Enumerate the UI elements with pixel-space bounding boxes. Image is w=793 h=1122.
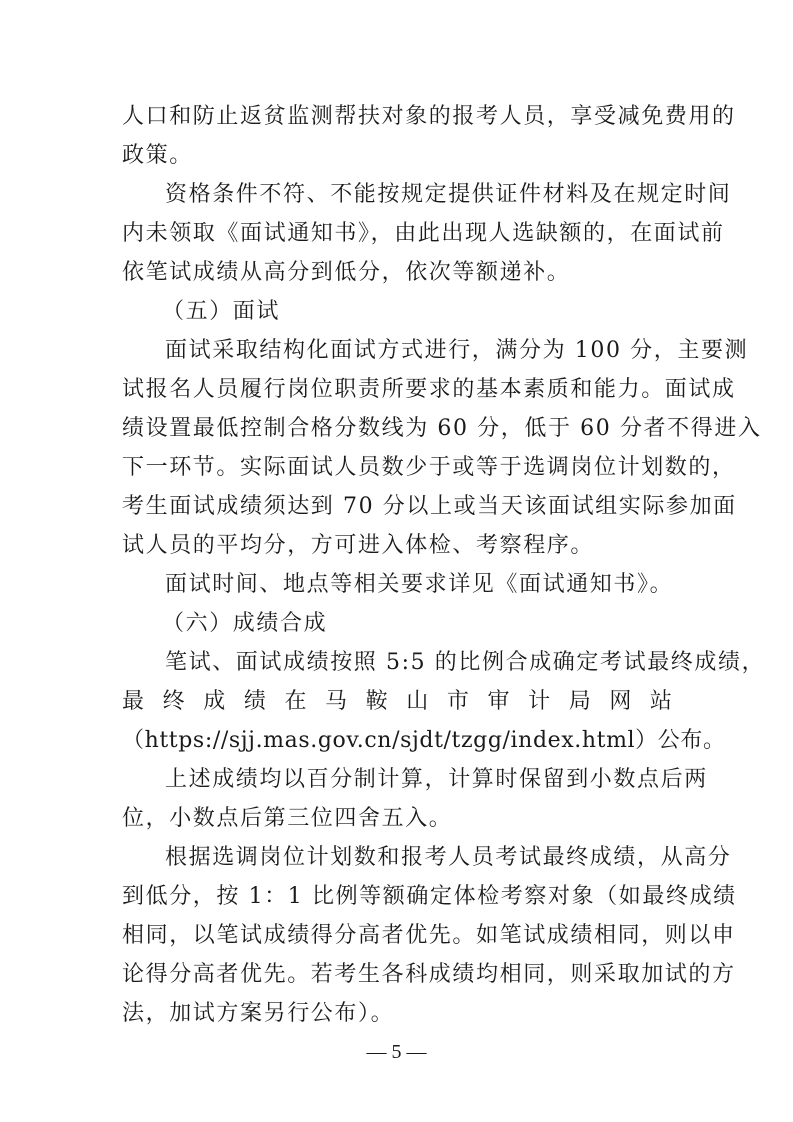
- paragraph-line: 试报名人员履行岗位职责所要求的基本素质和能力。面试成: [122, 377, 736, 402]
- spread-char: 最: [122, 689, 145, 714]
- paragraph-line: 政策。: [122, 143, 193, 168]
- paragraph-line: 试人员的平均分，方可进入体检、考察程序。: [122, 533, 595, 558]
- page-number: — 5 —: [366, 1041, 427, 1063]
- paragraph-line: 笔试、面试成绩按照 5:5 的比例合成确定考试最终成绩，: [165, 650, 766, 675]
- paragraph-line: 位，小数点后第三位四舍五入。: [122, 806, 453, 831]
- spread-char: 站: [649, 689, 672, 714]
- spread-char: 终: [162, 689, 185, 714]
- spread-char: 在: [284, 689, 307, 714]
- paragraph-line: 资格条件不符、不能按规定提供证件材料及在规定时间: [165, 182, 732, 207]
- paragraph-line: 法，加试方案另行公布）。: [122, 1001, 395, 1026]
- spread-char: 市: [446, 689, 469, 714]
- paragraph-line: 相同，以笔试成绩得分高者优先。如笔试成绩相同，则以申: [122, 923, 736, 948]
- paragraph-line: 面试采取结构化面试方式进行，满分为 100 分，主要测: [165, 338, 749, 363]
- paragraph-line: 面试时间、地点等相关要求详见《面试通知书》。: [165, 572, 674, 597]
- paragraph-line: 根据选调岗位计划数和报考人员考试最终成绩，从高分: [165, 845, 732, 870]
- section-heading-score-synthesis: （六）成绩合成: [162, 611, 328, 636]
- paragraph-line: 论得分高者优先。若考生各科成绩均相同，则采取加试的方: [122, 962, 736, 987]
- spread-char: 计: [528, 689, 551, 714]
- paragraph-line: 到低分，按 1：1 比例等额确定体检考察对象（如最终成绩: [122, 884, 737, 909]
- paragraph-line: 考生面试成绩须达到 70 分以上或当天该面试组实际参加面: [122, 494, 737, 519]
- paragraph-line: 内未领取《面试通知书》，由此出现人选缺额的，在面试前: [122, 221, 725, 246]
- spread-line: [122, 687, 672, 717]
- paragraph-line: 人口和防止返贫监测帮扶对象的报考人员，享受减免费用的: [122, 104, 736, 129]
- paragraph-line: 上述成绩均以百分制计算，计算时保留到小数点后两: [165, 767, 708, 792]
- spread-char: 成: [203, 689, 226, 714]
- spread-char: 局: [568, 689, 591, 714]
- paragraph-line: 绩设置最低控制合格分数线为 60 分，低于 60 分者不得进入: [122, 416, 762, 441]
- paragraph-line-url: （https://sjj.mas.gov.cn/sjdt/tzgg/index.html）公布。: [122, 728, 726, 753]
- spread-char: 鞍: [365, 689, 388, 714]
- spread-char: 网: [609, 689, 632, 714]
- paragraph-line: 依笔试成绩从高分到低分，依次等额递补。: [122, 260, 571, 285]
- paragraph-line: 下一环节。实际面试人员数少于或等于选调岗位计划数的，: [122, 455, 736, 480]
- spread-char: 马: [325, 689, 348, 714]
- spread-char: 审: [487, 689, 510, 714]
- section-heading-interview: （五）面试: [162, 299, 281, 324]
- spread-char: 绩: [243, 689, 266, 714]
- spread-char: 山: [406, 689, 429, 714]
